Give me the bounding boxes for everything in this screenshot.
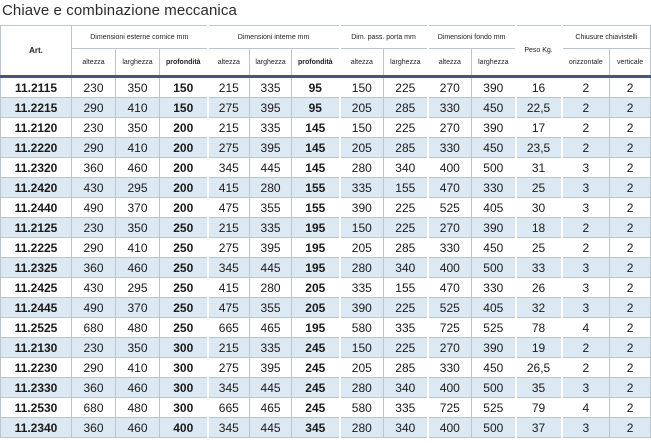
article-code-cell: 11.2440 [1, 198, 72, 218]
table-cell: 725 [428, 398, 472, 418]
table-cell: 150 [160, 98, 208, 118]
header-art: Art. [1, 26, 72, 77]
table-cell: 2 [610, 158, 651, 178]
table-cell: 340 [384, 158, 428, 178]
table-row [1, 298, 651, 318]
table-cell: 290 [72, 358, 116, 378]
table-cell: 2 [562, 338, 610, 358]
table-cell: 2 [610, 138, 651, 158]
table-cell: 360 [72, 258, 116, 278]
table-cell: 245 [292, 338, 340, 358]
table-cell: 465 [250, 318, 292, 338]
table-cell: 480 [116, 318, 160, 338]
table-cell: 215 [208, 218, 250, 238]
article-code-cell: 11.2130 [1, 338, 72, 358]
table-cell: 390 [472, 338, 516, 358]
table-cell: 360 [72, 418, 116, 438]
table-cell: 395 [250, 98, 292, 118]
table-cell: 335 [384, 318, 428, 338]
table-cell: 225 [384, 198, 428, 218]
table-cell: 22,5 [516, 98, 562, 118]
table-cell: 250 [160, 258, 208, 278]
table-cell: 350 [116, 118, 160, 138]
table-cell: 3 [562, 278, 610, 298]
table-cell: 2 [562, 77, 610, 98]
table-cell: 460 [116, 158, 160, 178]
table-cell: 3 [562, 158, 610, 178]
table-cell: 345 [208, 418, 250, 438]
table-cell: 195 [292, 318, 340, 338]
table-cell: 205 [292, 298, 340, 318]
table-cell: 330 [428, 358, 472, 378]
table-cell: 335 [250, 338, 292, 358]
article-code-cell: 11.2530 [1, 398, 72, 418]
table-cell: 390 [340, 198, 384, 218]
table-row [1, 418, 651, 438]
table-cell: 250 [160, 278, 208, 298]
table-cell: 400 [428, 158, 472, 178]
table-cell: 490 [72, 198, 116, 218]
table-cell: 2 [610, 77, 651, 98]
table-cell: 480 [116, 398, 160, 418]
table-cell: 26 [516, 278, 562, 298]
table-cell: 395 [250, 358, 292, 378]
table-cell: 275 [208, 358, 250, 378]
table-cell: 330 [472, 178, 516, 198]
table-cell: 2 [610, 258, 651, 278]
table-row [1, 118, 651, 138]
table-cell: 295 [116, 278, 160, 298]
table-cell: 2 [562, 218, 610, 238]
table-cell: 345 [208, 158, 250, 178]
table-cell: 390 [340, 298, 384, 318]
table-row [1, 258, 651, 278]
header-sub: verticale [610, 49, 651, 77]
table-cell: 230 [72, 218, 116, 238]
table-cell: 450 [472, 358, 516, 378]
table-cell: 475 [208, 298, 250, 318]
table-cell: 330 [428, 138, 472, 158]
table-cell: 270 [428, 338, 472, 358]
table-row [1, 218, 651, 238]
table-cell: 95 [292, 98, 340, 118]
table-cell: 450 [472, 238, 516, 258]
table-cell: 205 [340, 358, 384, 378]
table-cell: 330 [428, 98, 472, 118]
table-cell: 150 [340, 218, 384, 238]
table-cell: 95 [292, 77, 340, 98]
article-code-cell: 11.2320 [1, 158, 72, 178]
table-cell: 290 [72, 238, 116, 258]
table-cell: 2 [610, 98, 651, 118]
table-cell: 2 [610, 338, 651, 358]
table-cell: 500 [472, 258, 516, 278]
table-cell: 290 [72, 138, 116, 158]
table-cell: 460 [116, 418, 160, 438]
table-cell: 445 [250, 258, 292, 278]
table-cell: 230 [72, 338, 116, 358]
table-cell: 200 [160, 178, 208, 198]
table-cell: 390 [472, 118, 516, 138]
table-cell: 145 [292, 158, 340, 178]
table-cell: 300 [160, 338, 208, 358]
table-cell: 2 [562, 358, 610, 378]
table-cell: 280 [340, 158, 384, 178]
table-header [1, 26, 651, 77]
table-cell: 360 [72, 158, 116, 178]
table-cell: 225 [384, 218, 428, 238]
table-row [1, 398, 651, 418]
table-cell: 285 [384, 138, 428, 158]
table-cell: 665 [208, 398, 250, 418]
table-cell: 3 [562, 178, 610, 198]
table-cell: 205 [340, 98, 384, 118]
table-cell: 460 [116, 258, 160, 278]
table-cell: 79 [516, 398, 562, 418]
table-cell: 470 [428, 278, 472, 298]
table-row [1, 338, 651, 358]
table-cell: 2 [610, 378, 651, 398]
header-sub: orizzontale [562, 49, 610, 77]
table-cell: 430 [72, 178, 116, 198]
table-cell: 400 [428, 418, 472, 438]
table-cell: 525 [472, 398, 516, 418]
table-cell: 250 [160, 298, 208, 318]
table-cell: 330 [472, 278, 516, 298]
table-cell: 155 [384, 278, 428, 298]
table-cell: 280 [250, 178, 292, 198]
table-row [1, 138, 651, 158]
table-cell: 31 [516, 158, 562, 178]
table-cell: 2 [610, 318, 651, 338]
table-cell: 410 [116, 358, 160, 378]
table-cell: 270 [428, 218, 472, 238]
table-cell: 150 [340, 118, 384, 138]
table-cell: 150 [340, 77, 384, 98]
table-cell: 285 [384, 98, 428, 118]
table-cell: 400 [428, 378, 472, 398]
table-cell: 470 [428, 178, 472, 198]
table-cell: 23,5 [516, 138, 562, 158]
header-sub: altezza [72, 49, 116, 77]
header-weight: Peso Kg. [516, 26, 562, 77]
table-cell: 370 [116, 298, 160, 318]
table-cell: 25 [516, 178, 562, 198]
table-cell: 145 [292, 118, 340, 138]
specs-table [0, 25, 651, 438]
table-row [1, 238, 651, 258]
table-cell: 525 [428, 198, 472, 218]
table-cell: 335 [340, 178, 384, 198]
table-cell: 225 [384, 118, 428, 138]
table-cell: 245 [292, 398, 340, 418]
table-cell: 340 [384, 258, 428, 278]
table-cell: 410 [116, 98, 160, 118]
table-cell: 725 [428, 318, 472, 338]
table-cell: 2 [610, 398, 651, 418]
header-sub: altezza [208, 49, 250, 77]
table-cell: 465 [250, 398, 292, 418]
header-sub: profondità [292, 49, 340, 77]
table-cell: 230 [72, 77, 116, 98]
article-code-cell: 11.2445 [1, 298, 72, 318]
table-cell: 3 [562, 258, 610, 278]
table-cell: 275 [208, 138, 250, 158]
header-group-locks: Chiusure chiavistelli [562, 26, 651, 49]
table-cell: 3 [562, 198, 610, 218]
table-cell: 300 [160, 378, 208, 398]
table-cell: 2 [610, 178, 651, 198]
table-cell: 150 [160, 77, 208, 98]
table-cell: 450 [472, 138, 516, 158]
table-cell: 18 [516, 218, 562, 238]
header-sub: larghezza [384, 49, 428, 77]
table-cell: 500 [472, 378, 516, 398]
table-cell: 300 [160, 358, 208, 378]
table-cell: 665 [208, 318, 250, 338]
table-cell: 230 [72, 118, 116, 138]
table-cell: 350 [116, 338, 160, 358]
table-cell: 390 [472, 77, 516, 98]
table-cell: 205 [292, 278, 340, 298]
table-cell: 250 [160, 318, 208, 338]
article-code-cell: 11.2220 [1, 138, 72, 158]
table-cell: 195 [292, 238, 340, 258]
table-row [1, 378, 651, 398]
table-cell: 525 [472, 318, 516, 338]
table-cell: 2 [562, 98, 610, 118]
table-cell: 205 [340, 138, 384, 158]
table-cell: 500 [472, 158, 516, 178]
table-cell: 245 [292, 358, 340, 378]
article-code-cell: 11.2325 [1, 258, 72, 278]
table-cell: 295 [116, 178, 160, 198]
table-cell: 360 [72, 378, 116, 398]
table-cell: 26,5 [516, 358, 562, 378]
table-cell: 445 [250, 418, 292, 438]
table-cell: 345 [208, 258, 250, 278]
header-group-door: Dim. pass. porta mm [340, 26, 428, 49]
table-cell: 195 [292, 218, 340, 238]
table-cell: 2 [610, 278, 651, 298]
table-cell: 16 [516, 77, 562, 98]
table-cell: 270 [428, 77, 472, 98]
table-cell: 335 [250, 77, 292, 98]
header-sub: larghezza [472, 49, 516, 77]
table-cell: 500 [472, 418, 516, 438]
table-cell: 2 [562, 138, 610, 158]
table-cell: 285 [384, 358, 428, 378]
table-cell: 3 [562, 378, 610, 398]
header-sub: larghezza [116, 49, 160, 77]
table-row [1, 278, 651, 298]
table-cell: 680 [72, 318, 116, 338]
table-cell: 350 [116, 77, 160, 98]
table-cell: 215 [208, 118, 250, 138]
table-cell: 30 [516, 198, 562, 218]
table-cell: 395 [250, 238, 292, 258]
table-cell: 2 [610, 118, 651, 138]
table-cell: 280 [250, 278, 292, 298]
table-cell: 200 [160, 158, 208, 178]
table-cell: 525 [428, 298, 472, 318]
table-cell: 405 [472, 298, 516, 318]
table-cell: 345 [208, 378, 250, 398]
table-cell: 405 [472, 198, 516, 218]
article-code-cell: 11.2525 [1, 318, 72, 338]
table-cell: 410 [116, 238, 160, 258]
header-sub: profondità [160, 49, 208, 77]
table-cell: 215 [208, 338, 250, 358]
table-cell: 400 [428, 258, 472, 278]
article-code-cell: 11.2230 [1, 358, 72, 378]
table-cell: 340 [384, 378, 428, 398]
table-cell: 350 [116, 218, 160, 238]
table-cell: 475 [208, 198, 250, 218]
article-code-cell: 11.2125 [1, 218, 72, 238]
header-group-internal: Dimensioni interne mm [208, 26, 340, 49]
article-code-cell: 11.2330 [1, 378, 72, 398]
table-cell: 2 [610, 358, 651, 378]
table-cell: 37 [516, 418, 562, 438]
article-code-cell: 11.2340 [1, 418, 72, 438]
table-row [1, 318, 651, 338]
table-cell: 285 [384, 238, 428, 258]
table-cell: 205 [340, 238, 384, 258]
table-cell: 2 [562, 238, 610, 258]
table-cell: 225 [384, 298, 428, 318]
table-cell: 225 [384, 338, 428, 358]
table-row [1, 358, 651, 378]
table-cell: 345 [292, 418, 340, 438]
table-row [1, 198, 651, 218]
table-row [1, 77, 651, 98]
table-cell: 335 [250, 118, 292, 138]
table-cell: 78 [516, 318, 562, 338]
article-code-cell: 11.2215 [1, 98, 72, 118]
table-cell: 250 [160, 238, 208, 258]
table-row [1, 98, 651, 118]
table-cell: 445 [250, 158, 292, 178]
table-cell: 280 [340, 378, 384, 398]
table-cell: 17 [516, 118, 562, 138]
table-cell: 155 [292, 198, 340, 218]
table-body [1, 77, 651, 438]
table-cell: 2 [610, 238, 651, 258]
table-cell: 2 [610, 418, 651, 438]
table-cell: 355 [250, 298, 292, 318]
table-cell: 395 [250, 138, 292, 158]
table-cell: 280 [340, 418, 384, 438]
table-cell: 145 [292, 138, 340, 158]
table-cell: 330 [428, 238, 472, 258]
table-cell: 270 [428, 118, 472, 138]
table-cell: 490 [72, 298, 116, 318]
table-cell: 415 [208, 278, 250, 298]
table-cell: 3 [562, 418, 610, 438]
table-cell: 300 [160, 398, 208, 418]
table-cell: 19 [516, 338, 562, 358]
table-cell: 2 [610, 218, 651, 238]
table-cell: 32 [516, 298, 562, 318]
table-cell: 355 [250, 198, 292, 218]
table-cell: 680 [72, 398, 116, 418]
article-code-cell: 11.2225 [1, 238, 72, 258]
table-cell: 225 [384, 77, 428, 98]
table-cell: 2 [610, 298, 651, 318]
table-cell: 4 [562, 318, 610, 338]
table-cell: 460 [116, 378, 160, 398]
table-cell: 250 [160, 218, 208, 238]
table-cell: 335 [384, 398, 428, 418]
table-cell: 430 [72, 278, 116, 298]
table-cell: 370 [116, 198, 160, 218]
table-cell: 195 [292, 258, 340, 278]
table-cell: 2 [562, 118, 610, 138]
table-cell: 150 [340, 338, 384, 358]
table-cell: 245 [292, 378, 340, 398]
table-cell: 280 [340, 258, 384, 278]
article-code-cell: 11.2120 [1, 118, 72, 138]
table-cell: 340 [384, 418, 428, 438]
table-cell: 3 [562, 298, 610, 318]
table-cell: 2 [610, 198, 651, 218]
table-cell: 275 [208, 238, 250, 258]
article-code-cell: 11.2420 [1, 178, 72, 198]
table-cell: 415 [208, 178, 250, 198]
table-cell: 200 [160, 138, 208, 158]
table-cell: 4 [562, 398, 610, 418]
table-cell: 155 [384, 178, 428, 198]
table-cell: 290 [72, 98, 116, 118]
header-sub: altezza [428, 49, 472, 77]
table-cell: 25 [516, 238, 562, 258]
table-cell: 450 [472, 98, 516, 118]
header-group-bottom: Dimensioni fondo mm [428, 26, 516, 49]
table-cell: 445 [250, 378, 292, 398]
header-group-external: Dimensioni esterne cornice mm [72, 26, 208, 49]
table-cell: 35 [516, 378, 562, 398]
table-row [1, 178, 651, 198]
table-cell: 33 [516, 258, 562, 278]
table-cell: 410 [116, 138, 160, 158]
table-cell: 335 [250, 218, 292, 238]
table-cell: 200 [160, 118, 208, 138]
table-cell: 580 [340, 398, 384, 418]
page-title: Chiave e combinazione meccanica [2, 2, 237, 19]
table-cell: 390 [472, 218, 516, 238]
table-cell: 155 [292, 178, 340, 198]
header-sub: larghezza [250, 49, 292, 77]
article-code-cell: 11.2425 [1, 278, 72, 298]
article-code-cell: 11.2115 [1, 77, 72, 98]
table-cell: 215 [208, 77, 250, 98]
table-cell: 335 [340, 278, 384, 298]
table-cell: 400 [160, 418, 208, 438]
header-sub: altezza [340, 49, 384, 77]
table-row [1, 158, 651, 178]
table-cell: 580 [340, 318, 384, 338]
table-cell: 200 [160, 198, 208, 218]
table-cell: 275 [208, 98, 250, 118]
